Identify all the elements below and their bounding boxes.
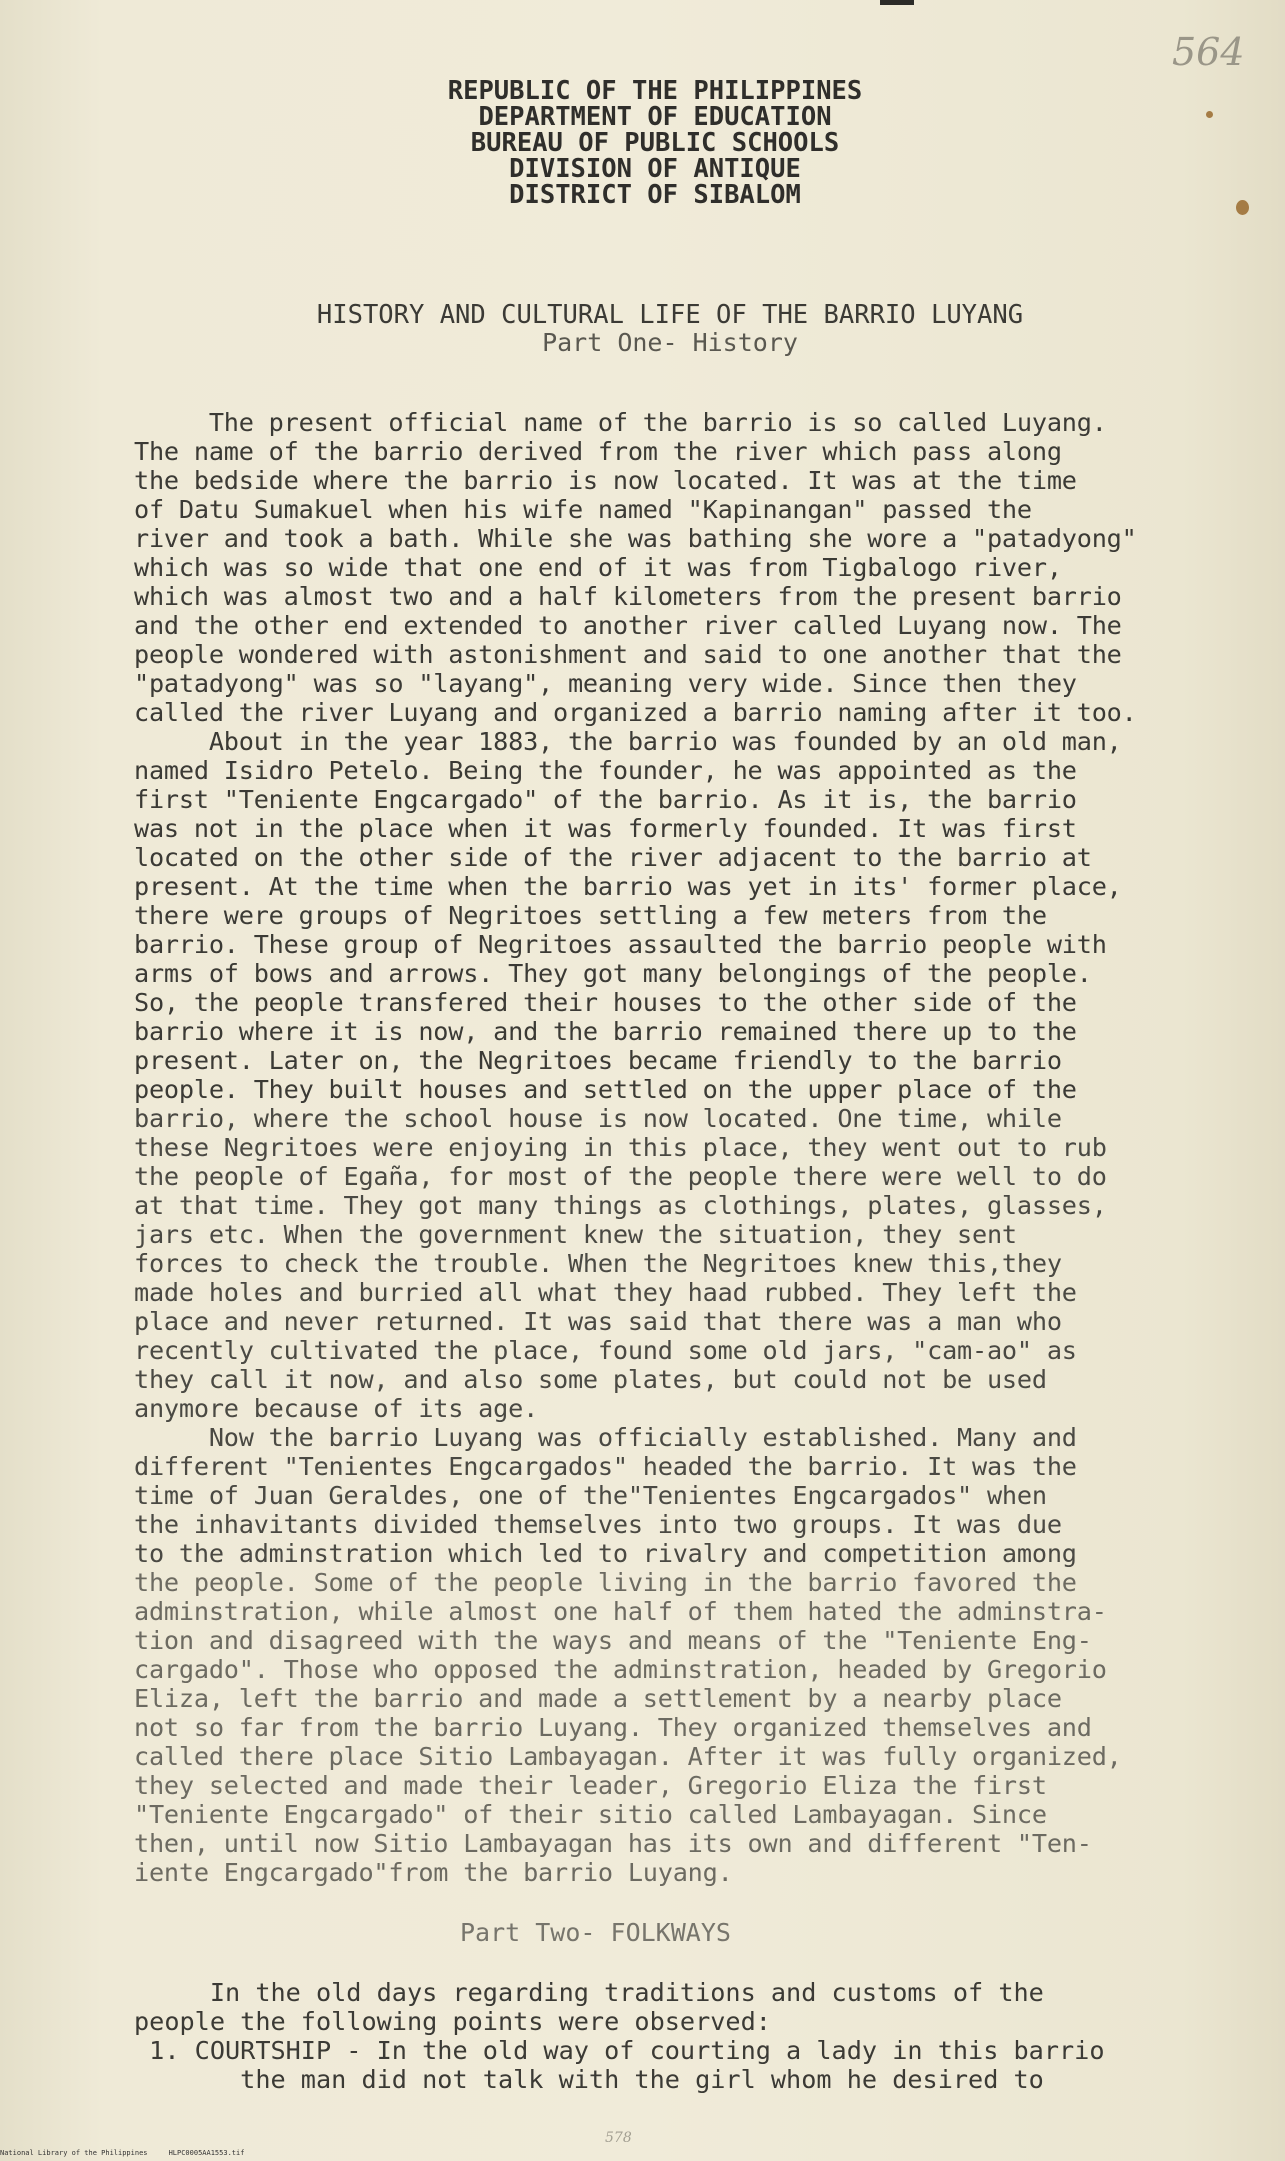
header-line: REPUBLIC OF THE PHILIPPINES [447, 76, 863, 106]
text-line: The present official name of the barrio is so called Luyang. [134, 408, 1107, 437]
text-line: anymore because of its age. [134, 1394, 539, 1423]
text-line: called the river Luyang and organized a barrio naming after it too. [134, 698, 1137, 727]
text-line: and the other end extended to another river called Luyang now. The [134, 611, 1122, 640]
text-line: The name of the barrio derived from the river which pass along [134, 437, 1062, 466]
text-line: Eliza, left the barrio and made a settlement by a nearby place [134, 1684, 1062, 1713]
text-line: arms of bows and arrows. They got many belongings of the people. [134, 959, 1092, 988]
text-line: the man did not talk with the girl whom he desired to [134, 2065, 1044, 2094]
text-line: "patadyong" was so "layang", meaning very wide. Since then they [134, 669, 1077, 698]
text-line: present. At the time when the barrio was yet in its' former place, [134, 872, 1122, 901]
text-line: forces to check the trouble. When the Negritoes knew this,they [134, 1249, 1062, 1278]
header-line: DEPARTMENT OF EDUCATION [478, 102, 832, 132]
text-line: people wondered with astonishment and said to one another that the [134, 640, 1122, 669]
text-line: the inhavitants divided themselves into two groups. It was due [134, 1510, 1062, 1539]
text-line: of Datu Sumakuel when his wife named "Kapinangan" passed the [134, 495, 1032, 524]
folkways-text [134, 1978, 1274, 2094]
text-line: recently cultivated the place, found some old jars, "cam-ao" as [134, 1336, 1077, 1365]
section-heading: Part Two- FOLKWAYS [460, 1918, 731, 1947]
text-line: not so far from the barrio Luyang. They organized themselves and [134, 1713, 1092, 1742]
letterhead [330, 78, 980, 208]
text-line: cargado". Those who opposed the adminstration, headed by Gregorio [134, 1655, 1107, 1684]
text-line: barrio where it is now, and the barrio remained there up to the [134, 1017, 1077, 1046]
text-line: iente Engcargado"from the barrio Luyang. [134, 1858, 733, 1887]
text-line: at that time. They got many things as clothings, plates, glasses, [134, 1191, 1107, 1220]
text-line: Now the barrio Luyang was officially established. Many and [134, 1423, 1077, 1452]
text-line: adminstration, while almost one half of them hated the adminstra- [134, 1597, 1107, 1626]
scan-edge-mark [880, 0, 914, 5]
text-line: made holes and burried all what they haad rubbed. They left the [134, 1278, 1077, 1307]
text-line: the people of Egaña, for most of the people there were well to do [134, 1162, 1107, 1191]
text-line: to the adminstration which led to rivalry and competition among [134, 1539, 1077, 1568]
text-line: the bedside where the barrio is now located. It was at the time [134, 466, 1077, 495]
handwritten-note: 578 [605, 2130, 632, 2146]
text-line: first "Teniente Engcargado" of the barrio. As it is, the barrio [134, 785, 1077, 814]
text-line: barrio. These group of Negritoes assaulted the barrio people with [134, 930, 1107, 959]
text-line: So, the people transfered their houses to the other side of the [134, 988, 1077, 1017]
text-line: people the following points were observed: [134, 2007, 771, 2036]
paper-stain [1236, 200, 1249, 215]
text-line: named Isidro Petelo. Being the founder, he was appointed as the [134, 756, 1077, 785]
text-line: river and took a bath. While she was bathing she wore a "patadyong" [134, 524, 1137, 553]
text-line: present. Later on, the Negritoes became friendly to the barrio [134, 1046, 1062, 1075]
text-line: "Teniente Engcargado" of their sitio called Lambayagan. Since [134, 1800, 1047, 1829]
page-number: 564 [1172, 30, 1245, 74]
text-line: different "Tenientes Engcargados" headed the barrio. It was the [134, 1452, 1077, 1481]
header-line: DIVISION OF ANTIQUE [509, 154, 801, 184]
text-line: time of Juan Geraldes, one of the"Tenientes Engcargados" when [134, 1481, 1047, 1510]
history-text [134, 408, 1274, 1887]
text-line: tion and disagreed with the ways and means of the "Teniente Eng- [134, 1626, 1092, 1655]
text-line: there were groups of Negritoes settling a few meters from the [134, 901, 1047, 930]
text-line: called there place Sitio Lambayagan. After it was fully organized, [134, 1742, 1122, 1771]
text-line: barrio, where the school house is now located. One time, while [134, 1104, 1062, 1133]
text-line: In the old days regarding traditions and customs of the [134, 1978, 1044, 2007]
text-line: which was so wide that one end of it was from Tigbalogo river, [134, 553, 1062, 582]
text-line: 1. COURTSHIP - In the old way of courting a lady in this barrio [134, 2036, 1105, 2065]
document-title: HISTORY AND CULTURAL LIFE OF THE BARRIO LUYANG [316, 300, 1024, 330]
text-line: which was almost two and a half kilometers from the present barrio [134, 582, 1122, 611]
header-line: DISTRICT OF SIBALOM [509, 180, 801, 210]
text-line: About in the year 1883, the barrio was founded by an old man, [134, 727, 1122, 756]
text-line: they call it now, and also some plates, but could not be used [134, 1365, 1047, 1394]
text-line: jars etc. When the government knew the situation, they sent [134, 1220, 1017, 1249]
text-line: was not in the place when it was formerly founded. It was first [134, 814, 1077, 843]
paper-stain [1206, 111, 1213, 118]
text-line: located on the other side of the river adjacent to the barrio at [134, 843, 1092, 872]
text-line: people. They built houses and settled on the upper place of the [134, 1075, 1077, 1104]
scan-footer: National Library of the Philippines HLPC0005AA1553.tif [0, 2149, 245, 2157]
text-line: they selected and made their leader, Gregorio Eliza the first [134, 1771, 1047, 1800]
header-line: BUREAU OF PUBLIC SCHOOLS [470, 128, 840, 158]
text-line: the people. Some of the people living in the barrio favored the [134, 1568, 1077, 1597]
text-line: then, until now Sitio Lambayagan has its own and different "Ten- [134, 1829, 1092, 1858]
document-subtitle: Part One- History [542, 328, 798, 357]
text-line: place and never returned. It was said that there was a man who [134, 1307, 1062, 1336]
text-line: these Negritoes were enjoying in this place, they went out to rub [134, 1133, 1107, 1162]
